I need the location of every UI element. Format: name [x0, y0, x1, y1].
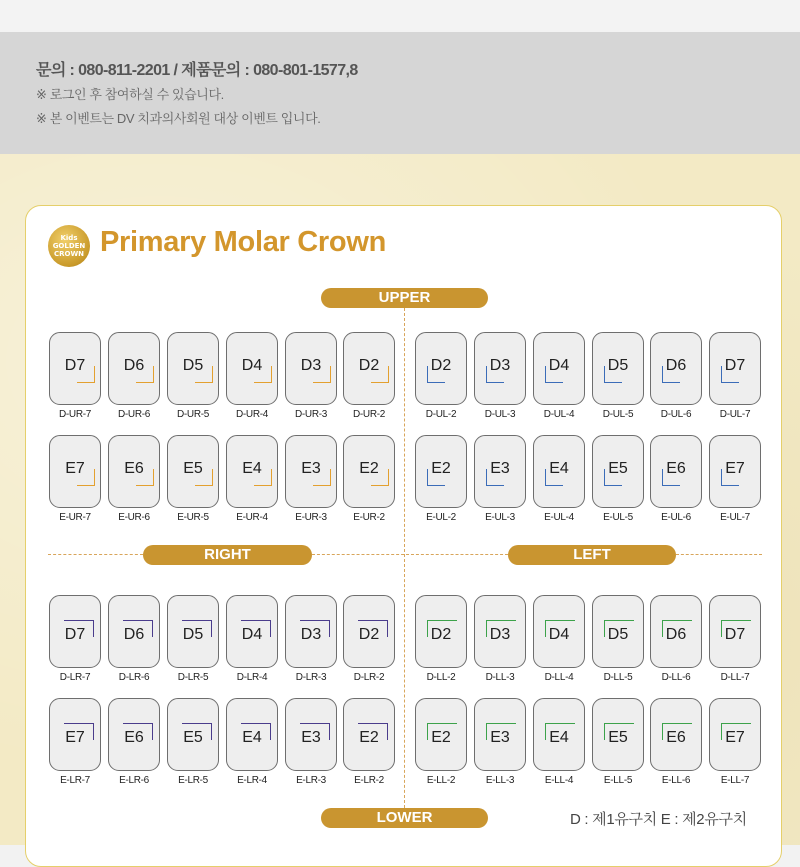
tooth-code: E-LR-3 [296, 775, 326, 786]
tooth-button[interactable] [650, 698, 702, 771]
crown-mark-icon [195, 366, 213, 383]
left-label: LEFT [508, 545, 676, 565]
tooth-label: D7 [64, 357, 86, 374]
tooth-code: D-UR-5 [176, 409, 210, 420]
tooth-label: D7 [724, 626, 746, 643]
tooth-label: E5 [608, 460, 628, 477]
tooth-code: D-UL-6 [660, 409, 692, 420]
tooth-button[interactable] [343, 595, 395, 668]
crown-mark-icon [300, 620, 330, 637]
tooth-label: D7 [724, 357, 746, 374]
crown-mark-icon [371, 366, 389, 383]
tooth-button[interactable] [709, 595, 761, 668]
crown-mark-icon [604, 620, 634, 637]
tooth-button[interactable] [226, 595, 278, 668]
tooth-label: D5 [607, 626, 629, 643]
crown-mark-icon [123, 620, 153, 637]
tooth-label: E7 [725, 460, 745, 477]
info-bar [0, 32, 800, 154]
tooth-label: D3 [489, 626, 511, 643]
crown-mark-icon [182, 620, 212, 637]
tooth-code: E-LL-5 [603, 775, 633, 786]
tooth-code: E-LR-6 [119, 775, 149, 786]
crown-mark-icon [64, 620, 94, 637]
tooth-button[interactable] [650, 595, 702, 668]
tooth-label: E3 [301, 729, 321, 746]
tooth-label: D6 [123, 357, 145, 374]
tooth-label: D5 [607, 357, 629, 374]
crown-mark-icon [721, 723, 751, 740]
tooth-button[interactable] [415, 332, 467, 405]
tooth-code: E-UR-4 [236, 512, 268, 523]
lower-label: LOWER [321, 808, 488, 828]
tooth-button[interactable] [709, 435, 761, 508]
tooth-label: E3 [490, 729, 510, 746]
tooth-button[interactable] [108, 698, 160, 771]
tooth-button[interactable] [474, 698, 526, 771]
tooth-label: E6 [124, 729, 144, 746]
tooth-button[interactable] [533, 698, 585, 771]
kids-golden-crown-logo [48, 225, 90, 267]
crown-mark-icon [427, 366, 445, 383]
crown-mark-icon [721, 469, 739, 486]
tooth-label: E3 [301, 460, 321, 477]
crown-mark-icon [604, 469, 622, 486]
tooth-code: E-UR-5 [177, 512, 209, 523]
tooth-code: E-LL-2 [426, 775, 456, 786]
tooth-button[interactable] [167, 332, 219, 405]
tooth-label: D4 [548, 626, 570, 643]
horizontal-divider-left [48, 554, 143, 555]
tooth-button[interactable] [167, 435, 219, 508]
tooth-code: D-LR-2 [353, 672, 385, 683]
tooth-button[interactable] [533, 595, 585, 668]
tooth-button[interactable] [226, 332, 278, 405]
tooth-label: E4 [242, 729, 262, 746]
tooth-label: D5 [182, 357, 204, 374]
tooth-label: D4 [241, 626, 263, 643]
tooth-code: D-LL-4 [544, 672, 574, 683]
crown-mark-icon [662, 723, 692, 740]
tooth-button[interactable] [592, 698, 644, 771]
tooth-label: E2 [359, 729, 379, 746]
crown-mark-icon [545, 723, 575, 740]
tooth-code: D-UR-7 [58, 409, 92, 420]
tooth-code: E-UR-6 [118, 512, 150, 523]
tooth-code: D-UL-3 [484, 409, 516, 420]
tooth-button[interactable] [49, 332, 101, 405]
crown-mark-icon [241, 723, 271, 740]
tooth-button[interactable] [49, 435, 101, 508]
tooth-button[interactable] [592, 435, 644, 508]
login-note: ※ 로그인 후 참여하실 수 있습니다. [36, 87, 224, 102]
tooth-code: E-LR-4 [237, 775, 267, 786]
page-title: Primary Molar Crown [100, 226, 386, 258]
tooth-label: E5 [183, 460, 203, 477]
contact-info: 문의 : 080-811-2201 / 제품문의 : 080-801-1577,8 [36, 62, 358, 79]
crown-mark-icon [254, 366, 272, 383]
tooth-code: D-LL-2 [426, 672, 456, 683]
tooth-code: D-UR-4 [235, 409, 269, 420]
crown-mark-icon [195, 469, 213, 486]
tooth-label: D2 [358, 357, 380, 374]
crown-mark-icon [313, 469, 331, 486]
crown-mark-icon [300, 723, 330, 740]
logo-text: Kids GOLDEN CROWN [52, 234, 86, 258]
tooth-button[interactable] [343, 435, 395, 508]
tooth-code: D-LL-7 [720, 672, 750, 683]
tooth-label: E6 [124, 460, 144, 477]
crown-mark-icon [486, 366, 504, 383]
tooth-button[interactable] [650, 332, 702, 405]
horizontal-divider-right [676, 554, 762, 555]
crown-mark-icon [721, 366, 739, 383]
tooth-button[interactable] [108, 435, 160, 508]
crown-mark-icon [241, 620, 271, 637]
tooth-code: E-UL-3 [485, 512, 515, 523]
tooth-label: E6 [666, 729, 686, 746]
tooth-code: E-UR-3 [295, 512, 327, 523]
tooth-button[interactable] [415, 435, 467, 508]
tooth-code: E-LL-7 [720, 775, 750, 786]
tooth-code: E-LL-3 [485, 775, 515, 786]
tooth-button[interactable] [285, 595, 337, 668]
crown-mark-icon [313, 366, 331, 383]
tooth-label: E4 [549, 729, 569, 746]
tooth-button[interactable] [415, 595, 467, 668]
tooth-label: D6 [123, 626, 145, 643]
tooth-code: D-LR-6 [118, 672, 150, 683]
tooth-button[interactable] [285, 435, 337, 508]
tooth-label: D5 [182, 626, 204, 643]
crown-mark-icon [427, 723, 457, 740]
tooth-button[interactable] [533, 332, 585, 405]
tooth-code: E-UL-2 [426, 512, 456, 523]
tooth-button[interactable] [343, 698, 395, 771]
crown-mark-icon [77, 366, 95, 383]
tooth-code: E-UL-5 [603, 512, 633, 523]
tooth-code: D-UL-5 [602, 409, 634, 420]
tooth-label: E5 [608, 729, 628, 746]
tooth-code: D-LL-3 [485, 672, 515, 683]
tooth-button[interactable] [49, 698, 101, 771]
crown-mark-icon [358, 723, 388, 740]
tooth-button[interactable] [650, 435, 702, 508]
tooth-code: E-UR-2 [353, 512, 385, 523]
crown-mark-icon [545, 366, 563, 383]
tooth-label: D3 [300, 357, 322, 374]
tooth-label: D6 [665, 626, 687, 643]
center-vertical-divider [404, 308, 405, 813]
tooth-button[interactable] [49, 595, 101, 668]
member-note: ※ 본 이벤트는 DV 치과의사회원 대상 이벤트 입니다. [36, 111, 321, 126]
right-label: RIGHT [143, 545, 312, 565]
crown-mark-icon [64, 723, 94, 740]
tooth-button[interactable] [226, 435, 278, 508]
crown-mark-icon [77, 469, 95, 486]
tooth-button[interactable] [167, 595, 219, 668]
crown-mark-icon [371, 469, 389, 486]
tooth-button[interactable] [343, 332, 395, 405]
tooth-code: D-UL-4 [543, 409, 575, 420]
tooth-label: E7 [65, 460, 85, 477]
tooth-button[interactable] [474, 595, 526, 668]
tooth-button[interactable] [285, 698, 337, 771]
tooth-label: E4 [549, 460, 569, 477]
tooth-code: E-UL-7 [720, 512, 750, 523]
tooth-button[interactable] [592, 332, 644, 405]
tooth-code: D-UL-7 [719, 409, 751, 420]
crown-mark-icon [721, 620, 751, 637]
tooth-label: D6 [665, 357, 687, 374]
tooth-code: D-UR-3 [294, 409, 328, 420]
tooth-button[interactable] [108, 332, 160, 405]
tooth-label: D7 [64, 626, 86, 643]
tooth-code: D-LR-3 [295, 672, 327, 683]
crown-mark-icon [486, 620, 516, 637]
crown-mark-icon [427, 620, 457, 637]
tooth-code: D-LR-4 [236, 672, 268, 683]
crown-mark-icon [427, 469, 445, 486]
tooth-label: D2 [430, 626, 452, 643]
tooth-code: E-LL-6 [661, 775, 691, 786]
crown-mark-icon [545, 469, 563, 486]
tooth-code: E-LR-2 [354, 775, 384, 786]
legend: D : 제1유구치 E : 제2유구치 [570, 811, 747, 828]
crown-mark-icon [254, 469, 272, 486]
tooth-label: D2 [430, 357, 452, 374]
tooth-label: E3 [490, 460, 510, 477]
tooth-label: E2 [359, 460, 379, 477]
tooth-button[interactable] [592, 595, 644, 668]
upper-label: UPPER [321, 288, 488, 308]
tooth-code: E-LR-5 [178, 775, 208, 786]
tooth-code: D-LR-5 [177, 672, 209, 683]
crown-mark-icon [136, 366, 154, 383]
crown-mark-icon [123, 723, 153, 740]
tooth-label: E2 [431, 729, 451, 746]
tooth-button[interactable] [709, 332, 761, 405]
tooth-label: E7 [725, 729, 745, 746]
crown-mark-icon [486, 469, 504, 486]
tooth-button[interactable] [285, 332, 337, 405]
tooth-button[interactable] [226, 698, 278, 771]
crown-mark-icon [136, 469, 154, 486]
tooth-label: E6 [666, 460, 686, 477]
tooth-button[interactable] [474, 332, 526, 405]
crown-mark-icon [604, 366, 622, 383]
tooth-button[interactable] [167, 698, 219, 771]
tooth-code: E-UR-7 [59, 512, 91, 523]
top-strip [0, 0, 800, 32]
tooth-code: E-LL-4 [544, 775, 574, 786]
tooth-code: D-UR-2 [352, 409, 386, 420]
tooth-label: D3 [489, 357, 511, 374]
tooth-button[interactable] [474, 435, 526, 508]
tooth-label: E7 [65, 729, 85, 746]
tooth-button[interactable] [709, 698, 761, 771]
tooth-code: E-UL-6 [661, 512, 691, 523]
tooth-label: D4 [241, 357, 263, 374]
tooth-code: D-UL-2 [425, 409, 457, 420]
crown-mark-icon [486, 723, 516, 740]
tooth-button[interactable] [108, 595, 160, 668]
crown-mark-icon [182, 723, 212, 740]
tooth-label: D3 [300, 626, 322, 643]
tooth-code: E-UL-4 [544, 512, 574, 523]
tooth-label: E4 [242, 460, 262, 477]
tooth-label: E5 [183, 729, 203, 746]
crown-mark-icon [604, 723, 634, 740]
tooth-button[interactable] [533, 435, 585, 508]
crown-mark-icon [545, 620, 575, 637]
tooth-code: E-LR-7 [60, 775, 90, 786]
crown-mark-icon [662, 469, 680, 486]
tooth-code: D-UR-6 [117, 409, 151, 420]
crown-mark-icon [662, 366, 680, 383]
tooth-label: D2 [358, 626, 380, 643]
tooth-code: D-LL-6 [661, 672, 691, 683]
tooth-label: E2 [431, 460, 451, 477]
horizontal-divider-middle [312, 554, 508, 555]
crown-mark-icon [662, 620, 692, 637]
crown-mark-icon [358, 620, 388, 637]
tooth-code: D-LL-5 [603, 672, 633, 683]
tooth-label: D4 [548, 357, 570, 374]
tooth-button[interactable] [415, 698, 467, 771]
tooth-code: D-LR-7 [59, 672, 91, 683]
